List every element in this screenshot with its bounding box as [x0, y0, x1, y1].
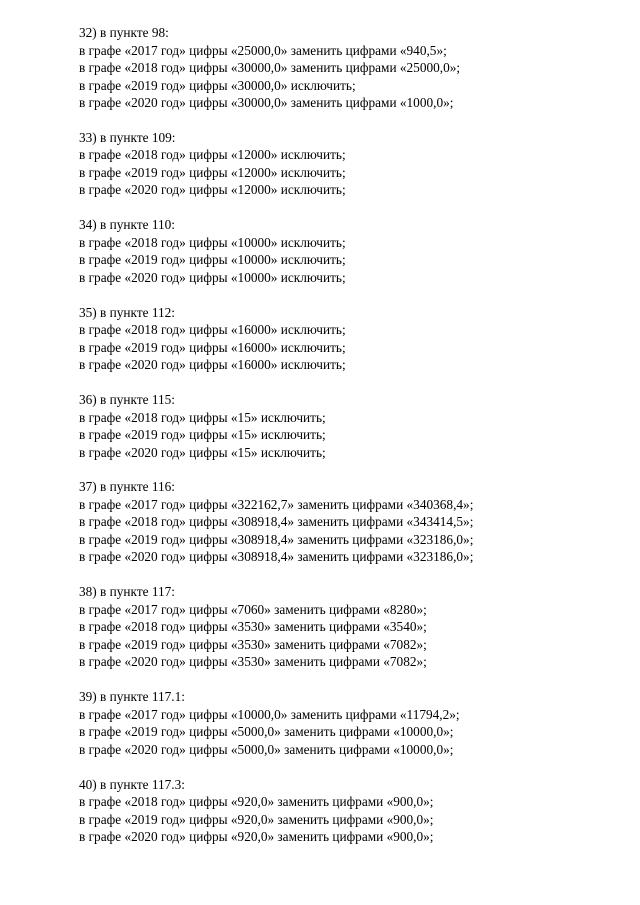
amendment-section-39 — [79, 688, 619, 758]
section-title: 34) в пункте 110: — [79, 217, 175, 233]
amendment-line: в графе «2019 год» цифры «15» исключить; — [79, 427, 326, 443]
amendment-line: в графе «2019 год» цифры «12000» исключить; — [79, 164, 346, 180]
amendment-line: в графе «2020 год» цифры «12000» исключить; — [79, 182, 346, 198]
amendment-line: в графе «2018 год» цифры «30000,0» заменить цифрами «25000,0»; — [79, 60, 461, 75]
amendment-section-32 — [79, 24, 619, 112]
amendment-section-35 — [79, 304, 619, 374]
amendment-line: в графе «2019 год» цифры «16000» исключить; — [79, 339, 346, 355]
section-title: 35) в пункте 112: — [79, 304, 175, 320]
amendment-line: в графе «2020 год» цифры «10000» исключить; — [79, 269, 346, 285]
amendment-line: в графе «2018 год» цифры «15» исключить; — [79, 409, 326, 425]
amendment-line: в графе «2017 год» цифры «322162,7» заменить цифрами «340368,4»; — [79, 496, 474, 512]
section-title: 33) в пункте 109: — [79, 129, 176, 145]
amendment-line: в графе «2018 год» цифры «308918,4» заменить цифрами «343414,5»; — [79, 514, 474, 530]
amendment-line: в графе «2017 год» цифры «10000,0» заменить цифрами «11794,2»; — [79, 706, 460, 722]
amendment-line: в графе «2020 год» цифры «3530» заменить цифрами «7082»; — [79, 654, 427, 670]
amendment-section-33 — [79, 129, 619, 199]
amendment-section-40 — [79, 776, 619, 846]
amendment-section-38 — [79, 583, 619, 671]
amendment-line: в графе «2020 год» цифры «5000,0» заменить цифрами «10000,0»; — [79, 741, 454, 757]
section-title: 39) в пункте 117.1: — [79, 689, 185, 705]
amendment-line: в графе «2019 год» цифры «30000,0» исключить; — [79, 77, 356, 93]
amendment-line: в графе «2019 год» цифры «10000» исключить; — [79, 252, 346, 268]
amendment-line: в графе «2018 год» цифры «920,0» заменить цифрами «900,0»; — [79, 794, 434, 810]
amendment-line: в графе «2018 год» цифры «16000» исключить; — [79, 322, 346, 338]
section-title: 32) в пункте 98: — [79, 25, 169, 40]
section-title: 37) в пункте 116: — [79, 479, 175, 495]
amendment-line: в графе «2017 год» цифры «7060» заменить цифрами «8280»; — [79, 601, 427, 617]
amendment-section-34 — [79, 216, 619, 286]
section-title: 40) в пункте 117.3: — [79, 776, 185, 792]
amendment-line: в графе «2020 год» цифры «308918,4» заменить цифрами «323186,0»; — [79, 549, 474, 565]
document-page — [79, 24, 619, 863]
amendment-line: в графе «2020 год» цифры «15» исключить; — [79, 444, 326, 460]
amendment-line: в графе «2019 год» цифры «920,0» заменить цифрами «900,0»; — [79, 811, 434, 827]
amendment-line: в графе «2019 год» цифры «5000,0» заменить цифрами «10000,0»; — [79, 724, 454, 740]
amendment-line: в графе «2018 год» цифры «10000» исключить; — [79, 234, 346, 250]
amendment-line: в графе «2017 год» цифры «25000,0» заменить цифрами «940,5»; — [79, 42, 447, 58]
amendment-section-37 — [79, 478, 619, 566]
amendment-line: в графе «2020 год» цифры «30000,0» заменить цифрами «1000,0»; — [79, 95, 454, 110]
amendment-section-36 — [79, 391, 619, 461]
section-title: 36) в пункте 115: — [79, 392, 175, 408]
amendment-line: в графе «2019 год» цифры «308918,4» заменить цифрами «323186,0»; — [79, 531, 474, 547]
amendment-line: в графе «2018 год» цифры «12000» исключить; — [79, 147, 346, 163]
amendment-line: в графе «2018 год» цифры «3530» заменить цифрами «3540»; — [79, 619, 427, 635]
amendment-line: в графе «2020 год» цифры «16000» исключить; — [79, 357, 346, 373]
section-title: 38) в пункте 117: — [79, 584, 175, 600]
amendment-line: в графе «2020 год» цифры «920,0» заменить цифрами «900,0»; — [79, 829, 434, 845]
amendment-line: в графе «2019 год» цифры «3530» заменить цифрами «7082»; — [79, 636, 427, 652]
